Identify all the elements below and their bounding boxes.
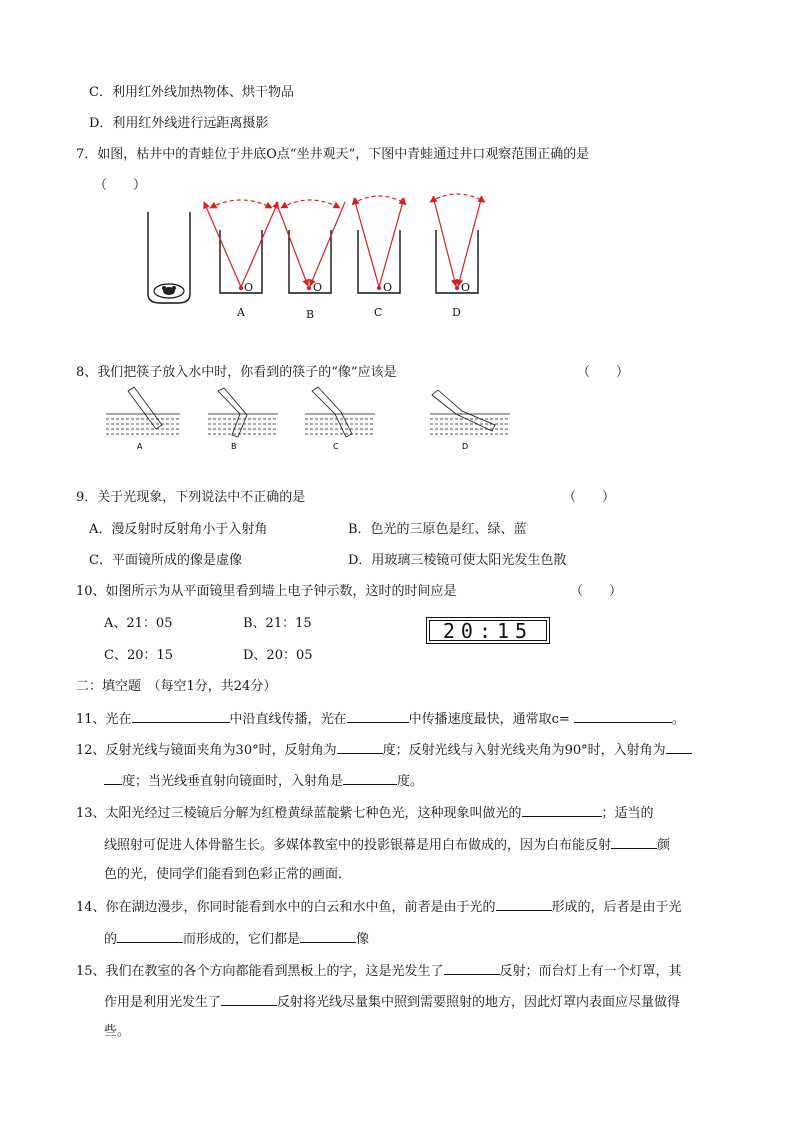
q9-stem: 9．关于光现象，下列说法中不正确的是 [76,490,306,505]
q15-blank-1[interactable] [444,962,500,975]
q14-text-5: 像 [356,932,370,947]
q13-text-1: 13、太阳光经过三棱镜后分解为红橙黄绿蓝靛紫七种色光，这种现象叫做光的 [76,806,522,821]
q7-label-d: D [452,306,461,319]
q12-text-1: 12、反射光线与镜面夹角为30°时，反射角为 [76,743,337,758]
q13-text-4: 颜 [657,838,671,853]
q12-text-3: 度；当光线垂直射向镜面时，入射角是 [122,774,344,789]
q11-text-4: 。 [671,712,685,727]
q14-text-4: 而形成的，它们都是 [183,932,301,947]
q14-blank-3[interactable] [300,930,356,943]
mirrored-digital-clock [426,617,550,644]
q9-option-b: B．色光的三原色是红、绿、蓝 [348,522,527,537]
q13-text-3: 线照射可促进人体骨骼生长。多媒体教室中的投影银幕是用白布做成的，因为白布能反射 [104,838,612,853]
q13-blank-2[interactable] [611,836,657,849]
q11-line [76,710,685,728]
q7-point-label-d: O [461,281,471,294]
q14-blank-2[interactable] [117,930,183,943]
q7-point-label-a: O [244,281,254,294]
q12-blank-3[interactable] [343,772,397,785]
q10-stem: 10、如图所示为从平面镜里看到墙上电子钟示数，这时的时间应是 [76,584,457,599]
q8-answer-paren: （ ） [577,365,630,380]
q7-figure [140,190,500,325]
q12-line-1 [76,741,692,759]
q11-blank-1[interactable] [132,710,230,723]
q7-point-label-b: O [313,281,323,294]
section-2-title: 二：填空题 （每空1分，共24分） [76,679,277,694]
q15-text-2: 反射；而台灯上有一个灯罩，其 [499,964,682,979]
q8-label-a: A [137,442,143,451]
q7-label-c: C [374,306,383,319]
q12-blank-2a[interactable] [666,741,692,754]
q10-option-c: C、20：15 [104,648,174,663]
q13-line-3: 色的光，使同学们能看到色彩正常的画面． [104,867,352,882]
q8-option-c-chopstick [305,387,375,437]
q14-line-1 [76,898,682,916]
q7-stem: 7．如图，枯井中的青蛙位于井底O点“坐井观天”，下图中青蛙通过井口观察范围正确的是 [76,147,590,162]
q9-option-d: D．用玻璃三棱镜可使太阳光发生色散 [348,553,567,568]
q13-blank-1[interactable] [522,804,602,817]
q11-text-1: 11、光在 [76,712,132,727]
q6-option-c: C．利用红外线加热物体、烘干物品 [89,85,294,100]
q10-answer-paren: （ ） [570,584,623,599]
q7-option-c-well [352,196,406,294]
q14-text-1: 14、你在湖边漫步，你同时能看到水中的白云和水中鱼，前者是由于光的 [76,900,496,915]
q13-line-1 [76,804,654,822]
q15-line-2 [104,993,680,1011]
q8-label-d: D [462,442,469,451]
q11-blank-3[interactable] [574,710,672,723]
q10-option-d: D、20：05 [243,648,313,663]
q8-option-b-chopstick [208,388,278,437]
q14-text-3: 的 [104,932,118,947]
q7-option-b-well [276,200,345,294]
q7-label-b: B [306,308,315,321]
q9-answer-paren: （ ） [563,490,616,505]
q13-line-2 [104,836,670,854]
q8-label-b: B [231,442,237,451]
q12-text-4: 度。 [397,774,424,789]
q6-option-d: D．利用红外线进行远距离摄影 [89,116,269,131]
q12-text-2: 度；反射光线与入射光线夹角为90°时，入射角为 [382,743,666,758]
q9-option-a: A．漫反射时反射角小于入射角 [89,522,268,537]
q8-option-d-chopstick [430,390,510,434]
q8-stem: 8、我们把筷子放入水中时，你看到的筷子的“像”应该是 [76,365,397,380]
q8-figure [100,385,520,453]
q11-text-2: 中沿直线传播，光在 [229,712,347,727]
q12-blank-2b[interactable] [104,772,122,785]
q11-text-3: 中传播速度最快，通常取c= [408,712,570,727]
q14-line-2 [104,930,369,948]
q11-blank-2[interactable] [347,710,409,723]
q7-label-a: A [237,306,245,319]
clock-digits: 20:15 [442,618,534,643]
q13-text-2: ；适当的 [601,806,654,821]
q9-option-c: C．平面镜所成的像是虚像 [89,553,242,568]
q12-blank-1[interactable] [337,741,383,754]
q14-blank-1[interactable] [496,898,552,911]
q15-text-1: 15、我们在教室的各个方向都能看到黑板上的字，这是光发生了 [76,964,444,979]
q8-option-a-chopstick [106,387,180,434]
q12-line-2 [104,772,423,790]
q7-point-label-c: O [383,281,393,294]
q7-answer-paren: （ ） [94,178,147,193]
q15-text-4: 反射将光线尽量集中照到需要照射的地方，因此灯罩内表面应尽量做得 [277,995,681,1010]
q15-blank-2[interactable] [221,993,277,1006]
q14-text-2: 形成的，后者是由于光 [551,900,682,915]
q10-option-a: A、21：05 [104,616,173,631]
q15-line-3: 些。 [104,1024,131,1039]
q15-text-3: 作用是利用光发生了 [104,995,222,1010]
frog-well-illustration [148,212,190,303]
q8-label-c: C [333,442,339,451]
q10-option-b: B、21：15 [243,616,312,631]
q15-line-1 [76,962,682,980]
q7-option-a-well [204,200,278,294]
q7-option-d-well [430,194,485,294]
